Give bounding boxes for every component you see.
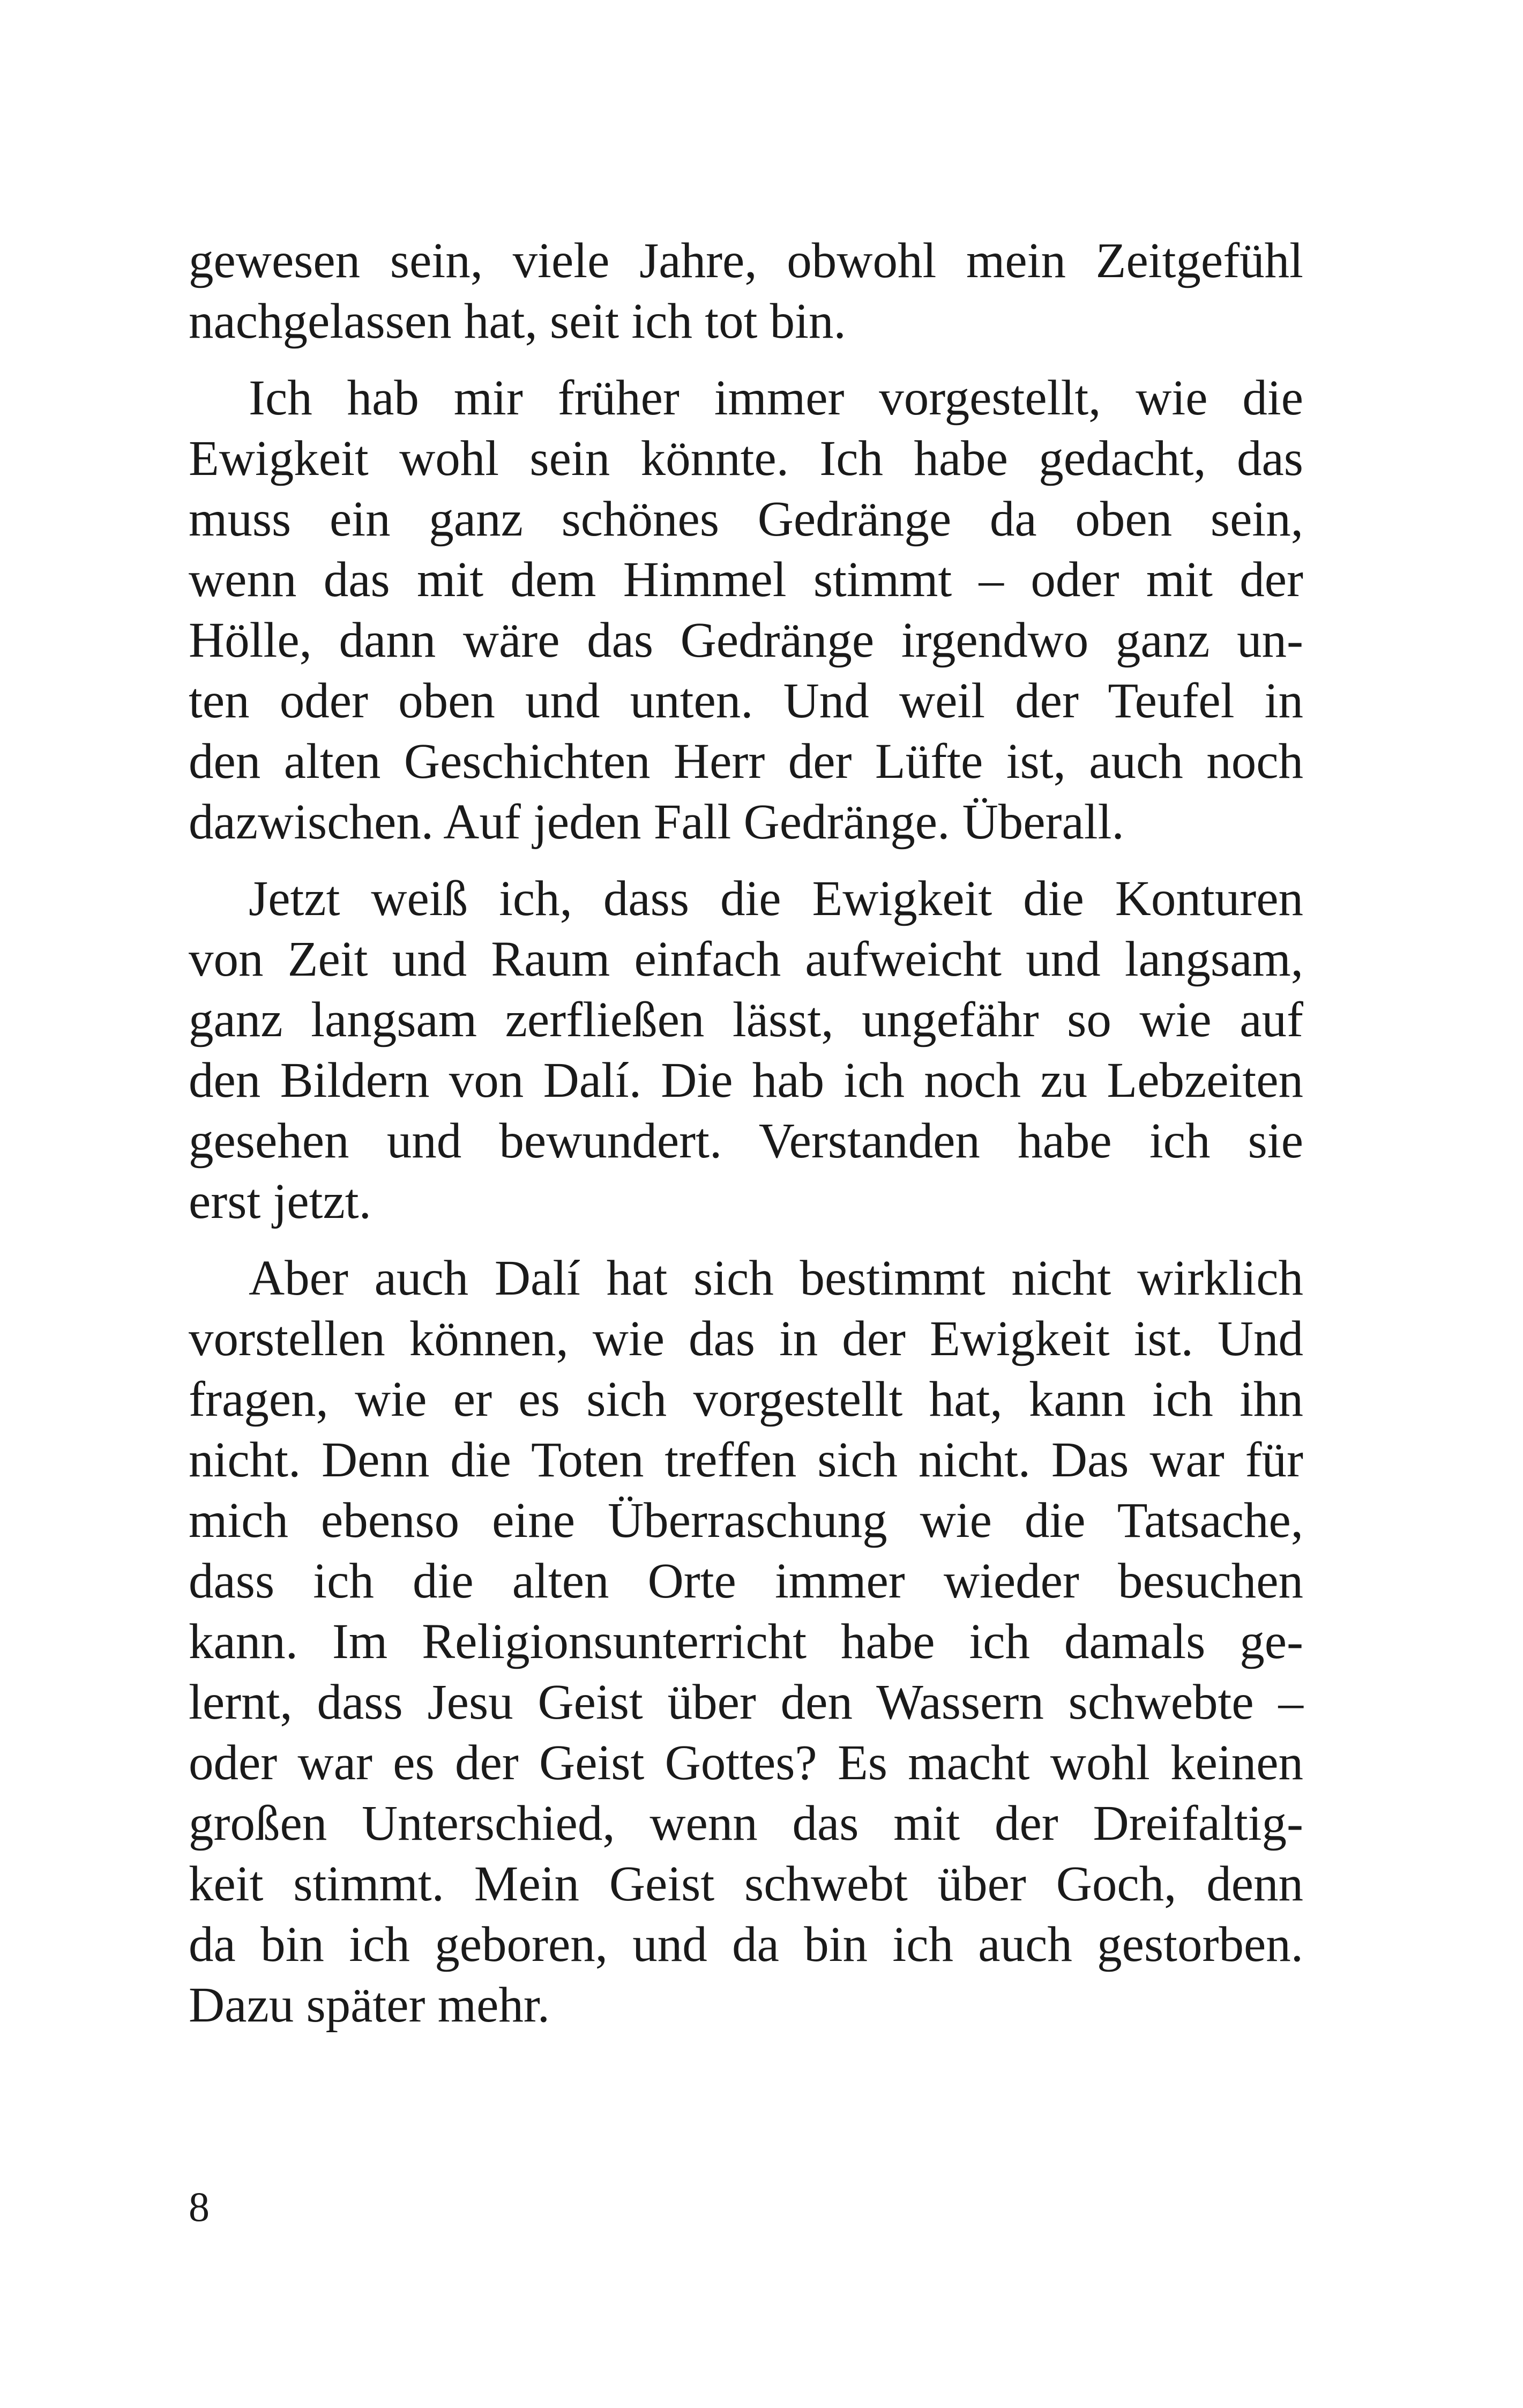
- text-line: den alten Geschichten Herr der Lüfte ist, auch noch: [189, 734, 1303, 789]
- text-line: ten oder oben und unten. Und weil der Teufel in: [189, 673, 1303, 729]
- text-line: mich ebenso eine Überraschung wie die Tatsache,: [189, 1493, 1303, 1548]
- paragraph-4: [189, 1248, 1303, 2035]
- text-line: vorstellen können, wie das in der Ewigkeit ist. Und: [189, 1311, 1303, 1366]
- text-line: nachgelassen hat, seit ich tot bin.: [189, 294, 846, 349]
- text-line: muss ein ganz schönes Gedränge da oben sein,: [189, 492, 1303, 547]
- text-line: keit stimmt. Mein Geist schwebt über Goch, denn: [189, 1856, 1303, 1912]
- paragraph-gap: [189, 852, 1303, 868]
- paragraph-2: [189, 368, 1303, 852]
- text-line: lernt, dass Jesu Geist über den Wassern schwebte –: [189, 1675, 1303, 1730]
- paragraph-1: [189, 231, 1303, 352]
- text-line: Hölle, dann wäre das Gedränge irgendwo ganz un-: [189, 613, 1303, 668]
- text-line: Ich hab mir früher immer vorgestellt, wie die: [249, 370, 1303, 426]
- page-number: 8: [189, 2183, 210, 2230]
- text-line: gesehen und bewundert. Verstanden habe ich sie: [189, 1113, 1303, 1169]
- text-line: gewesen sein, viele Jahre, obwohl mein Zeitgefühl: [189, 233, 1303, 288]
- text-line: wenn das mit dem Himmel stimmt – oder mit der: [189, 552, 1303, 607]
- text-line: da bin ich geboren, und da bin ich auch gestorben.: [189, 1917, 1303, 1972]
- text-line: dass ich die alten Orte immer wieder besuchen: [189, 1554, 1303, 1609]
- text-line: Aber auch Dalí hat sich bestimmt nicht wirklich: [249, 1251, 1303, 1306]
- text-line: Dazu später mehr.: [189, 1978, 550, 2033]
- paragraph-gap: [189, 1232, 1303, 1248]
- text-line: Ewigkeit wohl sein könnte. Ich habe gedacht, das: [189, 431, 1303, 486]
- text-line: Jetzt weiß ich, dass die Ewigkeit die Konturen: [249, 871, 1303, 926]
- text-line: dazwischen. Auf jeden Fall Gedränge. Überall.: [189, 794, 1124, 850]
- text-line: erst jetzt.: [189, 1174, 371, 1229]
- paragraph-3: [189, 868, 1303, 1232]
- body-text: [189, 231, 1303, 2035]
- paragraph-gap: [189, 352, 1303, 368]
- text-line: kann. Im Religionsunterricht habe ich damals ge-: [189, 1614, 1303, 1669]
- text-line: nicht. Denn die Toten treffen sich nicht. Das war für: [189, 1432, 1303, 1488]
- text-line: den Bildern von Dalí. Die hab ich noch zu Lebzeiten: [189, 1053, 1303, 1108]
- text-line: ganz langsam zerfließen lässt, ungefähr so wie auf: [189, 992, 1303, 1047]
- text-line: fragen, wie er es sich vorgestellt hat, kann ich ihn: [189, 1372, 1303, 1427]
- text-line: von Zeit und Raum einfach aufweicht und langsam,: [189, 932, 1303, 987]
- text-line: oder war es der Geist Gottes? Es macht wohl keinen: [189, 1735, 1303, 1790]
- text-line: großen Unterschied, wenn das mit der Dreifaltig-: [189, 1796, 1303, 1851]
